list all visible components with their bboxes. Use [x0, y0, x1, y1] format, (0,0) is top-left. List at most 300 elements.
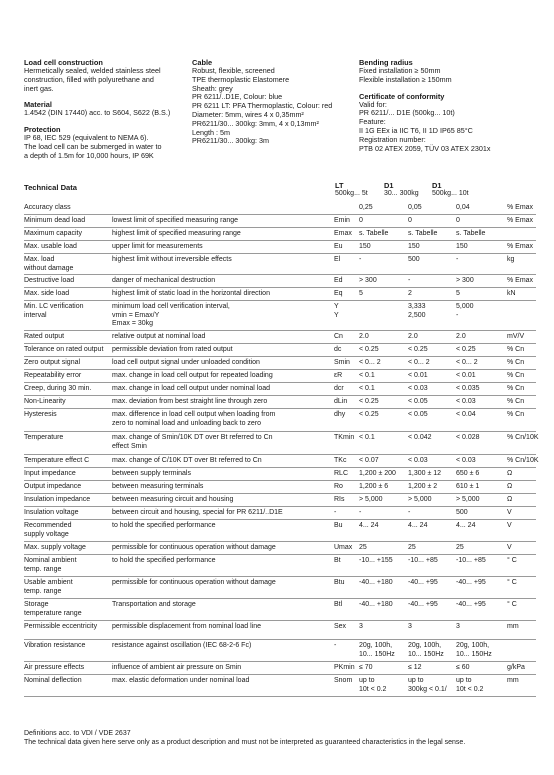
cell-description [112, 544, 332, 553]
cell-value-d1-large [456, 470, 479, 479]
cell-unit [507, 372, 524, 381]
cell-line: Creep, during 30 min. [24, 385, 92, 392]
cell-line: 610 ± 1 [456, 483, 480, 490]
cell-symbol [334, 277, 343, 286]
cell-symbol [334, 346, 341, 355]
cell-line: Storage [24, 601, 49, 608]
cell-value-lt [359, 372, 375, 381]
cell-value-d1-small [408, 664, 422, 673]
table-row [24, 542, 536, 555]
cell-description [112, 346, 332, 355]
cell-line: Destructive load [24, 277, 75, 284]
cell-line: > 5,000 [456, 496, 480, 503]
cell-line: highest limit of static load in the horizontal direction [112, 290, 270, 297]
cell-value-d1-large [456, 256, 458, 265]
cell-line: < 0.042 [408, 434, 432, 441]
cell-description [112, 359, 332, 368]
cell-line: Permissible eccentricity [24, 623, 98, 630]
cell-line: < 0.03 [456, 398, 476, 405]
cell-line: Zero output signal [24, 359, 81, 366]
cell-value-d1-small [408, 385, 428, 394]
cell-value-d1-large [456, 509, 468, 518]
cell-line: Max. side load [24, 290, 70, 297]
cell-line: Max. supply voltage [24, 544, 86, 551]
table-row [24, 288, 536, 301]
cell-value-d1-small [408, 204, 422, 213]
cell-value-d1-small [408, 303, 426, 320]
cell-line: Snom [334, 677, 353, 684]
cell-value-d1-small [408, 411, 428, 420]
cell-value-d1-small [408, 256, 420, 265]
cell-property [24, 557, 112, 574]
cell-value-lt [359, 277, 377, 286]
block-heading: Load cell construction [24, 58, 103, 67]
cell-line: < 0.25 [359, 346, 379, 353]
cell-line: Bt [334, 557, 341, 564]
spec-block [24, 58, 184, 93]
column-certificate [359, 58, 537, 160]
cell-value-d1-small [408, 372, 428, 381]
cell-property [24, 359, 112, 368]
cell-line: % Emax [507, 217, 534, 224]
table-row [24, 662, 536, 675]
cell-line: 0 [359, 217, 363, 224]
cell-line: 2.0 [456, 333, 466, 340]
cell-value-d1-large [456, 496, 480, 505]
table-title: Technical Data [24, 183, 78, 192]
cell-line: % Cn [507, 359, 525, 366]
table-row [24, 555, 536, 577]
cell-value-lt [359, 346, 379, 355]
cell-unit [507, 579, 517, 588]
cell-line: Ed [334, 277, 343, 284]
cell-line: Umax [334, 544, 353, 551]
cell-description [112, 579, 332, 588]
cell-line: Nominal ambient [24, 557, 77, 564]
cell-line: highest limit without irreversible effects [112, 256, 232, 263]
cell-line: 3,333 [408, 303, 426, 310]
block-line: Hermetically sealed, welded stainless steel [24, 66, 161, 76]
cell-line: 2,500 [408, 311, 426, 319]
cell-line: Smin [334, 359, 350, 366]
cell-symbol [334, 256, 340, 265]
cell-line: RIs [334, 496, 345, 503]
block-line: 1.4542 (DIN 17440) acc. to S604, S622 (B.S.) [24, 108, 171, 118]
cell-property [24, 522, 112, 539]
cell-line: 2 [408, 290, 412, 297]
cell-line: mm [507, 677, 519, 684]
cell-line: 10... 150Hz [359, 650, 395, 658]
cell-value-lt [359, 411, 379, 420]
cell-description [112, 217, 332, 226]
cell-property [24, 303, 112, 320]
cell-value-d1-small [408, 483, 437, 492]
cell-description [112, 290, 332, 299]
cell-line: relative output at nominal load [112, 333, 206, 340]
cell-line: 0,04 [456, 204, 470, 211]
cell-line: permissible for continuous operation without damage [112, 544, 276, 551]
cell-line: Air pressure effects [24, 664, 85, 671]
cell-line: lowest limit of specified measuring range [112, 217, 239, 224]
cell-line: -40... +95 [408, 579, 438, 586]
cell-line: < 0.04 [456, 411, 476, 418]
column-cable [192, 58, 352, 153]
cell-unit [507, 411, 524, 420]
cell-line: TKmin [334, 434, 355, 441]
cell-line: ° C [507, 579, 517, 586]
cell-line: zero to nominal load and unloading back to zero [112, 419, 262, 427]
block-line: construction, filled with polyurethane and [24, 74, 154, 84]
block-line: PR 6211 LT: PFA Thermoplastic, Colour: red [192, 101, 333, 111]
cell-description [112, 470, 332, 479]
cell-line: < 0.05 [408, 398, 428, 405]
table-row [24, 481, 536, 494]
cell-unit [507, 664, 525, 673]
cell-line: up to [408, 677, 424, 684]
block-line: PR 6211/... D1E (500kg... 10t) [359, 108, 455, 118]
cell-value-d1-large [456, 230, 485, 239]
cell-unit [507, 204, 533, 213]
technical-data-table [24, 202, 539, 697]
cell-value-d1-large [456, 398, 476, 407]
cell-value-d1-small [408, 290, 412, 299]
cell-description [112, 303, 332, 329]
cell-line: < 0... 2 [359, 359, 381, 366]
cell-property [24, 411, 112, 420]
cell-unit [507, 677, 519, 686]
cell-line: 3 [456, 623, 460, 630]
cell-line: - [334, 509, 337, 516]
cell-line: dcr [334, 385, 344, 392]
block-heading: Cable [192, 58, 213, 67]
cell-line: < 0.1 [359, 372, 375, 379]
cell-line: ≤ 12 [408, 664, 422, 671]
cell-line: 0,05 [408, 204, 422, 211]
cell-line: Temperature [24, 434, 64, 441]
cell-line: Output impedance [24, 483, 82, 490]
block-line: TPE thermoplastic Elastomere [192, 74, 290, 84]
cell-line: -10... +85 [408, 557, 438, 564]
cell-symbol [334, 664, 355, 673]
cell-property [24, 470, 112, 479]
cell-symbol [334, 601, 342, 610]
cell-description [112, 457, 332, 466]
cell-line: 5 [456, 290, 460, 297]
block-line: Sheath: grey [192, 83, 233, 93]
cell-line: 25 [408, 544, 416, 551]
cell-line: 5,000 [456, 303, 474, 310]
table-row [24, 494, 536, 507]
table-row [24, 455, 539, 468]
cell-line: danger of mechanical destruction [112, 277, 216, 284]
cell-line: Btl [334, 601, 343, 608]
cell-property [24, 333, 112, 342]
cell-value-d1-small [408, 359, 430, 368]
cell-property [24, 496, 112, 505]
cell-description [112, 664, 332, 673]
cell-value-lt [359, 677, 386, 694]
cell-line: 0 [456, 217, 460, 224]
cell-line: effect Smin [112, 442, 147, 450]
cell-unit [507, 483, 512, 492]
cell-value-d1-small [408, 398, 428, 407]
cell-value-d1-large [456, 290, 460, 299]
cell-line: - [408, 277, 411, 284]
cell-line: max. difference in load cell output when loading from [112, 411, 276, 418]
cell-value-d1-large [456, 303, 474, 320]
cell-symbol [334, 372, 342, 381]
cell-line: up to [359, 677, 375, 684]
cell-line: without damage [24, 264, 74, 272]
cell-value-d1-large [456, 557, 486, 566]
cell-line: 25 [456, 544, 464, 551]
cell-description [112, 256, 332, 265]
cell-description [112, 333, 332, 342]
cell-line: < 0.25 [359, 411, 379, 418]
cell-line: Ω [507, 470, 513, 477]
cell-value-d1-large [456, 579, 486, 588]
cell-line: Btu [334, 579, 345, 586]
cell-line: 3 [359, 623, 363, 630]
cell-value-lt [359, 544, 367, 553]
cell-value-d1-large [456, 411, 476, 420]
table-row [24, 254, 536, 275]
cell-line: max. elastic deformation under nominal load [112, 677, 250, 684]
cell-unit [507, 346, 524, 355]
cell-line: Ω [507, 483, 513, 490]
cell-line: between circuit and housing, special for PR 6211/..D1E [112, 509, 283, 516]
cell-value-d1-small [408, 677, 447, 694]
column-range: 30... 300kg [384, 190, 419, 198]
cell-line: vmin = Emax/Y [112, 311, 160, 319]
cell-line: 0,25 [359, 204, 373, 211]
cell-line: s. Tabelle [359, 230, 389, 237]
table-row [24, 577, 536, 599]
cell-property [24, 601, 112, 618]
cell-line: 10... 150Hz [408, 650, 444, 658]
cell-description [112, 385, 332, 394]
cell-line: 1,200 ± 2 [408, 483, 438, 490]
cell-line: temp. range [24, 565, 62, 573]
cell-value-lt [359, 243, 371, 252]
cell-value-d1-large [456, 346, 476, 355]
cell-value-lt [359, 664, 373, 673]
cell-value-d1-small [408, 277, 410, 286]
cell-line: El [334, 256, 341, 263]
cell-value-d1-large [456, 483, 479, 492]
block-line: PTB 02 ATEX 2059, TÜV 03 ATEX 2301x [359, 143, 491, 153]
cell-description [112, 277, 332, 286]
block-heading: Material [24, 100, 52, 110]
cell-line: Hysteresis [24, 411, 57, 418]
cell-line: minimum load cell verification interval, [112, 303, 230, 310]
cell-line: % Cn [507, 398, 525, 405]
cell-value-lt [359, 333, 369, 342]
cell-value-d1-large [456, 522, 475, 531]
cell-line: < 0.1 [359, 434, 375, 441]
table-row [24, 468, 536, 481]
cell-property [24, 346, 112, 355]
cell-unit [507, 243, 533, 252]
cell-line: supply voltage [24, 530, 69, 538]
spec-block [24, 100, 184, 118]
cell-symbol [334, 642, 336, 651]
table-row [24, 409, 536, 432]
cell-unit [507, 457, 539, 466]
cell-line: % Cn/10K [507, 434, 539, 441]
block-line: The load cell can be submerged in water to [24, 142, 162, 151]
cell-unit [507, 359, 524, 368]
cell-symbol [334, 470, 348, 479]
cell-unit [507, 601, 517, 610]
cell-value-d1-small [408, 243, 420, 252]
cell-value-d1-large [456, 434, 480, 443]
cell-property [24, 398, 112, 407]
cell-line: 10t < 0.2 [359, 685, 387, 693]
cell-line: Ω [507, 496, 513, 503]
cell-value-d1-small [408, 457, 428, 466]
cell-line: to hold the specified performance [112, 522, 216, 529]
cell-line: - [359, 256, 362, 263]
cell-unit [507, 522, 512, 531]
cell-property [24, 372, 112, 381]
cell-description [112, 411, 332, 428]
cell-description [112, 557, 332, 566]
cell-line: Temperature effect C [24, 457, 90, 464]
cell-value-d1-small [408, 230, 437, 239]
column-construction [24, 58, 184, 168]
footer-definitions: Definitions acc. to VDI / VDE 2637 [24, 730, 131, 737]
table-row [24, 507, 536, 520]
cell-line: < 0.25 [408, 346, 428, 353]
cell-value-d1-small [408, 217, 412, 226]
cell-line: < 0.01 [456, 372, 476, 379]
block-line: Valid for: [359, 99, 387, 109]
cell-value-d1-small [408, 496, 432, 505]
cell-line: % Cn/10K [507, 457, 539, 464]
cell-line: ≤ 60 [456, 664, 470, 671]
cell-line: 20g, 100h, [456, 642, 490, 649]
cell-line: V [507, 544, 512, 551]
cell-line: max. change in load cell output under nominal load [112, 385, 270, 392]
block-line: inert gas. [24, 83, 54, 93]
cell-line: Emin [334, 217, 350, 224]
cell-line: Repeatability error [24, 372, 82, 379]
cell-symbol [334, 243, 343, 252]
block-line: PR 6211/..D1E, Colour: blue [192, 92, 283, 102]
cell-property [24, 483, 112, 492]
table-row [24, 640, 536, 662]
cell-line: - [456, 256, 459, 263]
cell-description [112, 677, 332, 686]
block-heading: Protection [24, 125, 61, 135]
cell-line: Maximum capacity [24, 230, 82, 237]
cell-symbol [334, 359, 350, 368]
cell-line: temp. range [24, 587, 62, 595]
block-line: IP 68, IEC 529 (equivalent to NEMA 6). [24, 133, 149, 143]
cell-line: ° C [507, 557, 517, 564]
table-row [24, 675, 536, 697]
table-row [24, 241, 536, 254]
cell-line: < 0.25 [359, 398, 379, 405]
block-line: Feature: [359, 117, 386, 127]
cell-value-d1-small [408, 346, 428, 355]
column-name: D1 [384, 181, 394, 190]
cell-line: % Cn [507, 346, 525, 353]
cell-line: PKmin [334, 664, 355, 671]
cell-unit [507, 544, 512, 553]
block-heading: Certificate of conformity [359, 91, 445, 101]
cell-line: Minimum dead load [24, 217, 86, 224]
cell-symbol [334, 290, 343, 299]
block-line: a depth of 1.5m for 10,000 hours, IP 69K [24, 150, 154, 160]
cell-unit [507, 290, 516, 299]
cell-line: Y [334, 303, 339, 310]
cell-symbol [334, 385, 344, 394]
cell-line: < 0.05 [408, 411, 428, 418]
cell-line: permissible displacement from nominal load line [112, 623, 262, 630]
cell-line: kg [507, 256, 515, 263]
cell-value-lt [359, 359, 381, 368]
cell-symbol [334, 217, 350, 226]
cell-property [24, 664, 112, 673]
cell-line: 2.0 [408, 333, 418, 340]
table-row [24, 396, 536, 409]
cell-line: Bu [334, 522, 343, 529]
cell-line: ≤ 70 [359, 664, 373, 671]
cell-unit [507, 509, 512, 518]
cell-line: up to [456, 677, 472, 684]
block-line: Registration number: [359, 134, 426, 144]
cell-value-lt [359, 642, 395, 659]
cell-line: > 300 [456, 277, 474, 284]
cell-unit [507, 256, 514, 265]
cell-line: Cn [334, 333, 343, 340]
cell-line: Non-Linearity [24, 398, 66, 405]
column-range: 500kg... 5t [335, 190, 368, 198]
cell-line: < 0... 2 [456, 359, 478, 366]
cell-value-d1-small [408, 544, 416, 553]
cell-line: < 0.035 [456, 385, 480, 392]
cell-value-lt [359, 601, 393, 610]
cell-description [112, 243, 332, 252]
cell-line: Tolerance on rated output [24, 346, 104, 353]
cell-value-d1-large [456, 457, 476, 466]
cell-value-d1-large [456, 333, 466, 342]
cell-line: -40... +180 [359, 579, 393, 586]
cell-value-d1-large [456, 601, 486, 610]
cell-line: -40... +95 [456, 579, 486, 586]
cell-value-d1-small [408, 579, 438, 588]
cell-line: max. change of Smin/10K DT over Bt referred to Cn [112, 434, 273, 441]
column-header-d1-small [384, 181, 419, 199]
cell-value-d1-large [456, 642, 492, 659]
cell-line: -40... +180 [359, 601, 393, 608]
cell-value-d1-small [408, 470, 441, 479]
cell-symbol [334, 333, 343, 342]
cell-line: < 0.03 [408, 457, 428, 464]
cell-value-d1-small [408, 509, 410, 518]
cell-property [24, 457, 112, 466]
cell-description [112, 522, 332, 531]
cell-symbol [334, 483, 343, 492]
cell-line: resistance against oscillation (IEC 68-2-6 Fc) [112, 642, 252, 649]
cell-value-d1-small [408, 623, 412, 632]
cell-line: 20g, 100h, [408, 642, 442, 649]
table-row [24, 621, 536, 640]
cell-line: Insulation voltage [24, 509, 79, 516]
cell-line: Eu [334, 243, 343, 250]
